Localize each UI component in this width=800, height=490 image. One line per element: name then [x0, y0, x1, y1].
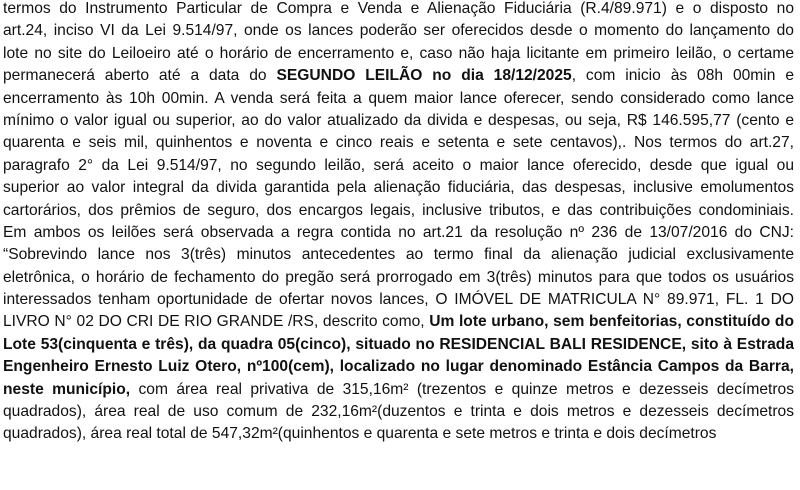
text-segment: com área real privativa de 315,16m² (trezentos e quinze metros e dezesseis decímetros — [130, 380, 794, 398]
bold-text-segment: Lote 53(cinquenta e três), da quadra 05(cinco), situado no RESIDENCIAL BALI RESIDENCE, sito à Estrada — [3, 335, 794, 353]
text-line — [3, 110, 794, 132]
text-segment: , com inicio às 08h 00min e — [571, 67, 794, 85]
text-line — [3, 401, 794, 423]
text-segment: permanecerá aberto até a data do — [3, 67, 277, 85]
text-segment: quarenta e seis mil, quinhentos e noventa e cinco reais e setenta e sete centavos),. Nos termos do art.27, — [3, 134, 794, 152]
text-line — [3, 200, 794, 222]
text-line — [3, 379, 794, 401]
text-line — [3, 311, 794, 333]
text-line — [3, 0, 794, 20]
text-segment: eletrônica, o horário de fechamento do pregão será prorrogado em 3(três) minutos para que todos os usuários — [3, 268, 794, 286]
text-segment: cartorários, dos prêmios de seguro, dos encargos legais, inclusive tributos, e das contribuições condominiais. — [3, 201, 794, 219]
text-segment: “Sobrevindo lance nos 3(três) minutos antecedentes ao termo final da alienação judicial exclusivamente — [3, 246, 794, 264]
text-line — [3, 222, 794, 244]
text-line — [3, 88, 794, 110]
document-body-text — [3, 0, 794, 446]
text-segment: lote no site do Leiloeiro até o horário de encerramento e, caso não haja licitante em primeiro leilão, o certame — [3, 44, 794, 62]
text-segment: mínimo o valor igual ou superior, ao do valor atualizado da divida e despesas, ou seja, R$ 146.595,77 (cento e — [3, 111, 794, 129]
text-line — [3, 155, 794, 177]
text-line — [3, 334, 794, 356]
text-line — [3, 356, 794, 378]
bold-text-segment: Um lote urbano, sem benfeitorias, constituído do — [429, 313, 794, 331]
text-segment: LIVRO N° 02 DO CRI DE RIO GRANDE /RS, descrito como, — [3, 313, 430, 331]
bold-text-segment: Engenheiro Ernesto Luiz Otero, nº100(cem), localizado no lugar denominado Estância Campos da Barra, — [3, 358, 794, 376]
text-line — [3, 177, 794, 199]
text-segment: superior ao valor integral da divida garantida pela alienação fiduciária, das despesas, inclusive emolumentos — [3, 179, 794, 197]
text-segment: paragrafo 2° da Lei 9.514/97, no segundo leilão, será aceito o maior lance oferecido, desde que igual ou — [3, 156, 794, 174]
text-segment: quadrados), área real de uso comum de 232,16m²(duzentos e trinta e dois metros e dezesseis decímetros — [3, 403, 794, 421]
text-line — [3, 289, 794, 311]
text-line — [3, 423, 794, 445]
bold-text-segment: SEGUNDO LEILÃO no dia 18/12/2025 — [276, 67, 572, 85]
text-segment: quadrados), área real total de 547,32m²(quinhentos e quarenta e sete metros e trinta e dois decímetros — [3, 425, 717, 443]
text-segment: art.24, inciso VI da Lei 9.514/97, onde os lances poderão ser oferecidos desde o momento do lançamento do — [3, 22, 794, 40]
text-line — [3, 65, 794, 87]
text-line — [3, 244, 794, 266]
text-segment: encerramento às 10h 00min. A venda será feita a quem maior lance oferecer, sendo considerado como lance — [3, 89, 794, 107]
text-line — [3, 267, 794, 289]
text-line — [3, 20, 794, 42]
bold-text-segment: neste município, — [3, 380, 131, 398]
text-segment: termos do Instrumento Particular de Compra e Venda e Alienação Fiduciária (R.4/89.971) e o disposto no — [3, 0, 794, 17]
text-segment: interessados tenham oportunidade de ofertar novos lances, O IMÓVEL DE MATRICULA N° 89.971, FL. 1 DO — [3, 291, 794, 309]
text-line — [3, 43, 794, 65]
text-segment: Em ambos os leilões será observada a regra contida no art.21 da resolução nº 236 de 13/07/2016 do CNJ: — [3, 223, 794, 241]
text-line — [3, 132, 794, 154]
